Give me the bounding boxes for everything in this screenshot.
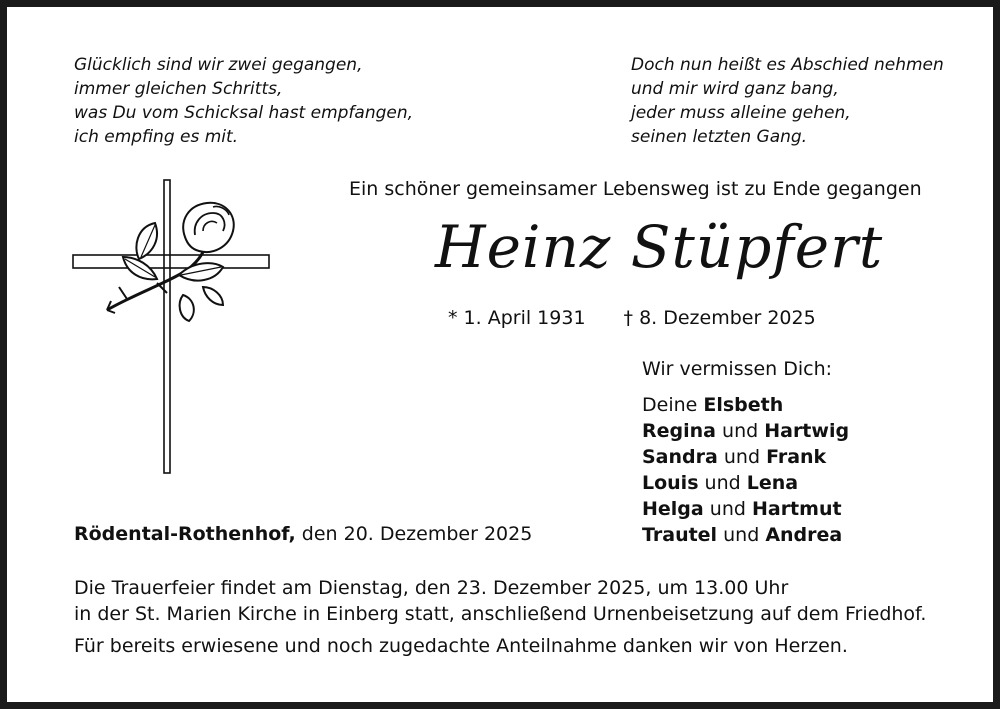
family-prefix: Deine: [642, 394, 704, 416]
poem-left-line: immer gleichen Schritts,: [74, 79, 283, 99]
place-name: Rödental-Rothenhof,: [74, 523, 296, 545]
cross-with-rose-icon: [67, 175, 277, 480]
family-line: [642, 418, 849, 444]
family-connector: und: [717, 446, 767, 468]
deceased-name: Heinz Stüpfert: [435, 213, 884, 281]
family-member: Elsbeth: [703, 394, 784, 416]
family-connector: und: [715, 420, 765, 442]
family-member: Frank: [766, 446, 827, 468]
family-connector: und: [717, 524, 766, 546]
service-info: [74, 575, 926, 627]
family-connector: und: [703, 498, 752, 520]
family-line: [642, 444, 849, 470]
place-and-date: [74, 523, 532, 545]
life-dates: [448, 307, 816, 329]
poem-left: [74, 53, 413, 149]
family-connector: und: [698, 472, 747, 494]
poem-left-line: Glücklich sind wir zwei gegangen,: [74, 55, 363, 75]
poem-right-line: seinen letzten Gang.: [631, 127, 808, 147]
birth-date: * 1. April 1931: [448, 307, 586, 329]
thanks-text: Für bereits erwiesene und noch zugedachte Anteilnahme danken wir von Herzen.: [74, 635, 848, 657]
family-member: Hartmut: [751, 498, 842, 520]
family-line: [642, 522, 849, 548]
family-list: [642, 392, 849, 548]
family-member: Helga: [642, 498, 704, 520]
family-line: [642, 496, 849, 522]
family-member: Regina: [642, 420, 716, 442]
poem-right-line: jeder muss alleine gehen,: [631, 103, 851, 123]
family-member: Lena: [746, 472, 799, 494]
service-line: Die Trauerfeier findet am Dienstag, den 23. Dezember 2025, um 13.00 Uhr: [74, 577, 789, 599]
service-line: in der St. Marien Kirche in Einberg statt, anschließend Urnenbeisetzung auf dem Friedhof.: [74, 603, 927, 625]
family-member: Louis: [642, 472, 699, 494]
poem-right-line: und mir wird ganz bang,: [631, 79, 839, 99]
poem-right-line: Doch nun heißt es Abschied nehmen: [631, 55, 944, 75]
family-line: [642, 470, 849, 496]
family-member: Sandra: [642, 446, 718, 468]
poem-left-line: ich empfing es mit.: [74, 127, 239, 147]
death-date: † 8. Dezember 2025: [623, 307, 816, 329]
family-member: Trautel: [642, 524, 718, 546]
place-date: den 20. Dezember 2025: [295, 523, 533, 545]
family-member: Andrea: [765, 524, 843, 546]
miss-you-text: Wir vermissen Dich:: [642, 358, 833, 380]
intro-text: Ein schöner gemeinsamer Lebensweg ist zu Ende gegangen: [349, 178, 922, 200]
family-member: Hartwig: [764, 420, 850, 442]
family-line: [642, 392, 849, 418]
poem-right: [631, 53, 944, 149]
poem-left-line: was Du vom Schicksal hast empfangen,: [74, 103, 414, 123]
